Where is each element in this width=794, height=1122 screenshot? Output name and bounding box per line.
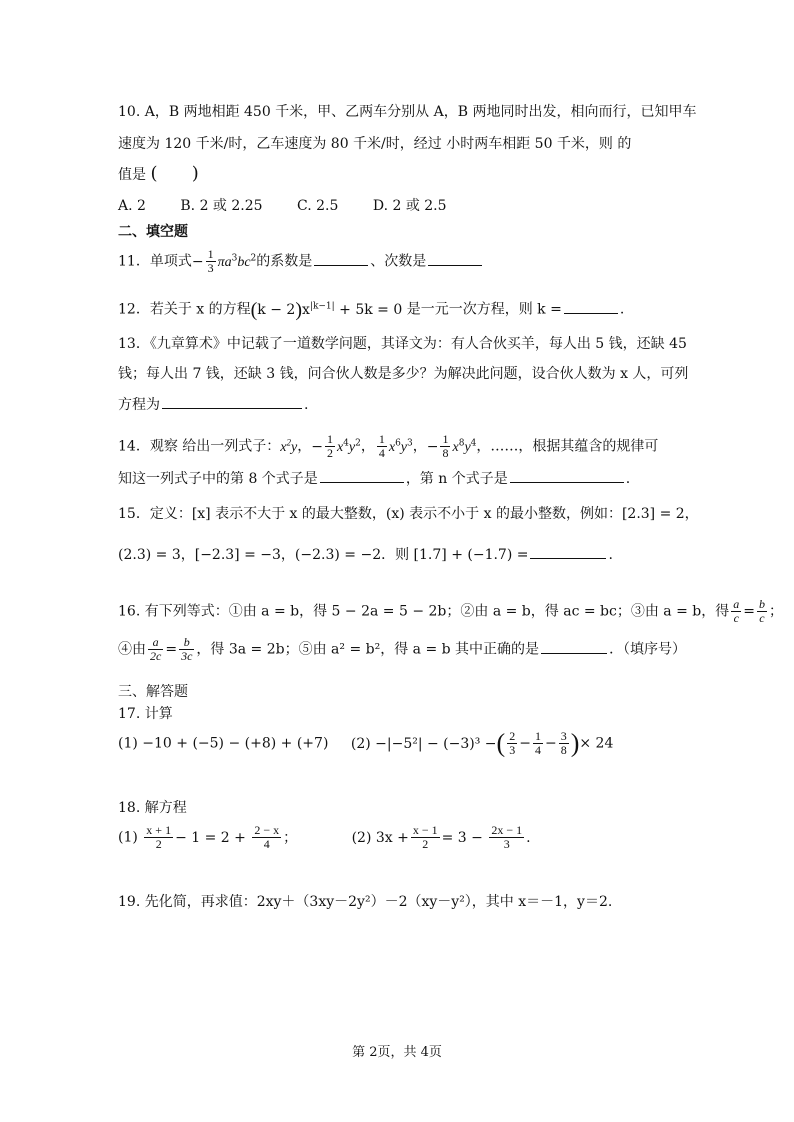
q11-blank-degree — [428, 251, 482, 266]
q14-term-3: $\frac{1}{4}$ $x^6y^3$ — [378, 432, 413, 461]
q11-prefix: 11．单项式 — [118, 253, 192, 270]
q17-part2b: × 24 — [579, 735, 614, 752]
q11 — [118, 248, 484, 275]
q16-line2c: ．（填序号） — [609, 641, 687, 658]
q18-parts — [118, 824, 531, 851]
q16-frac-a-c: $\frac{a}{c}$ — [733, 597, 740, 625]
q14-term-2: − $\frac{1}{2}$ $x^4y^2$ — [311, 432, 361, 461]
q10-line3 — [118, 164, 199, 185]
q18-equation-1: $\frac{x + 1}{2}$ − 1 = 2 + $\frac{2 - x}{4}$ ； — [146, 823, 298, 851]
q18-title: 18. 解方程 — [118, 800, 187, 816]
q11-blank-coefficient — [314, 251, 368, 266]
q16-frac-b-c: $\frac{b}{c}$ — [758, 597, 765, 625]
q11-expression: − $\frac{1}{3}$ $\pi a^3bc^2$ — [191, 247, 257, 276]
answer-parens: ( ) — [150, 163, 199, 184]
q14-blank-8th — [320, 468, 404, 483]
q18-equation-2: $\frac{x - 1}{2}$ = 3 − $\frac{2x - 1}{3}$ . — [412, 823, 531, 851]
q11-mid: 的系数是 — [256, 253, 313, 270]
q12: 12．若关于 x 的方程$(k - 2)x^{|k-1|} + 5k = 0$ 是一元一次方程，则 k = . — [118, 298, 625, 321]
q13-line3: 方程为 . — [118, 394, 308, 415]
q12-equation: $(k - 2)x^{|k-1|} + 5k = 0$ — [250, 298, 403, 321]
q17-parts: (1) −10 + (−5) − (+8) + (+7) (2) −|−5²| − (−3)³ −( $\frac{2}{3}$ − $\frac{1}{4}$ − $\frac{3}{8}$ )× 24 — [118, 728, 614, 758]
q14-term-1: $x^2y$ — [280, 437, 298, 455]
q11-sep: 、次数是 — [370, 253, 427, 270]
q10-option-c: C. 2.5 — [297, 198, 339, 214]
q16-frac-a-2c: $\frac{a}{2c}$ — [150, 635, 162, 663]
q10-options — [118, 196, 477, 216]
q13-line1: 13．《九章算术》中记载了一道数学问题，其译文为：有人合伙买羊，每人出 5 钱，还缺 45 — [118, 336, 687, 352]
q16-blank — [541, 639, 607, 654]
q13-line3-text: 方程为 — [118, 397, 160, 413]
q14-term-4: − $\frac{1}{8}$ $x^8y^4$ — [426, 432, 477, 461]
q16-frac-b-3c: $\frac{b}{3c}$ — [181, 635, 193, 663]
q13-line2: 钱；每人出 7 钱，还缺 3 钱，问合伙人数是多少？为解决此问题，设合伙人数为 x 人，可列 — [118, 366, 689, 382]
q16-line2b: ，得 3a = 2b；⑤由 a² = b²，得 a = b 其中正确的是 — [196, 641, 540, 658]
q14-prefix: 14．观察 给出一列式子： — [118, 438, 281, 455]
q16-line2a: ④由 — [118, 641, 146, 658]
q14-line2b: ，第 n 个式子是 — [405, 471, 508, 487]
q16-line1: 16. 有下列等式：①由 a = b，得 5 − 2a = 5 − 2b；②由 a = b，得 ac = bc；③由 a = b，得 $\frac{a}{c}$ = $\frac{b}{c}$ ； — [118, 597, 783, 625]
q14-tail: ，……，根据其蕴含的规律可 — [476, 438, 659, 455]
q18-part1-label: (1) — [118, 829, 138, 846]
q14-line2: 知这一列式子中的第 8 个式子是 ，第 n 个式子是 . — [118, 468, 630, 489]
q13-blank — [162, 394, 302, 409]
q16-line1-text: 16. 有下列等式：①由 a = b，得 5 − 2a = 5 − 2b；②由 a = b，得 ac = bc；③由 a = b，得 — [118, 603, 730, 620]
section-fill-blank-heading: 二、填空题 — [118, 224, 188, 240]
q15-line1: 15．定义：[x] 表示不大于 x 的最大整数，(x) 表示不小于 x 的最小整数，例如：[2.3] = 2， — [118, 506, 699, 522]
q15-line2: (2.3) = 3，[−2.3] = −3，(−2.3) = −2．则 [1.7] + (−1.7) = . — [118, 544, 613, 565]
section-solve-heading: 三、解答题 — [118, 684, 188, 700]
q14-line2a: 知这一列式子中的第 8 个式子是 — [118, 471, 318, 487]
q19: 19. 先化简，再求值：2xy＋（3xy－2y²）－2（xy－y²），其中 x＝－1，y＝2. — [118, 894, 613, 910]
q12-prefix: 12．若关于 x 的方程 — [118, 301, 251, 318]
q14-line1: 14．观察 给出一列式子：$x^2y$，− $\frac{1}{2}$ $x^4y^2$， $\frac{1}{4}$ $x^6y^3$，− $\frac{1}{8}$ $x^8y^4$，……，根据其蕴含的规律可 — [118, 432, 659, 461]
q17-title: 17. 计算 — [118, 706, 173, 722]
q10-line2: 速度为 120 千米/时，乙车速度为 80 千米/时，经过 小时两车相距 50 千米，则 的 — [118, 136, 632, 152]
q17-part1: (1) −10 + (−5) − (+8) + (+7) — [118, 735, 329, 752]
page-footer: 第 2页，共 4页 — [352, 1045, 442, 1060]
q18-part2-label: (2) 3x + — [351, 829, 409, 846]
q12-suffix: 是一元一次方程，则 k = — [406, 301, 562, 318]
q14-blank-nth — [510, 468, 624, 483]
q17-part2: (2) −|−5²| − (−3)³ − — [350, 735, 497, 752]
q10-line1: 10. A，B 两地相距 450 千米，甲、乙两车分别从 A，B 两地同时出发，相向而行，已知甲车 — [118, 104, 697, 120]
q12-blank — [564, 299, 618, 314]
q10-line3-text: 值是 — [118, 167, 146, 183]
q15-line2-text: (2.3) = 3，[−2.3] = −3，(−2.3) = −2．则 [1.7] + (−1.7) = — [118, 547, 529, 563]
q16-line2: ④由 $\frac{a}{2c}$ = $\frac{b}{3c}$ ，得 3a = 2b；⑤由 a² = b²，得 a = b 其中正确的是 ．（填序号） — [118, 635, 687, 663]
q10-option-a: A. 2 — [118, 198, 146, 214]
q15-blank — [530, 544, 606, 559]
q10-option-b: B. 2 或 2.25 — [180, 198, 263, 214]
q10-option-d: D. 2 或 2.5 — [372, 198, 447, 214]
